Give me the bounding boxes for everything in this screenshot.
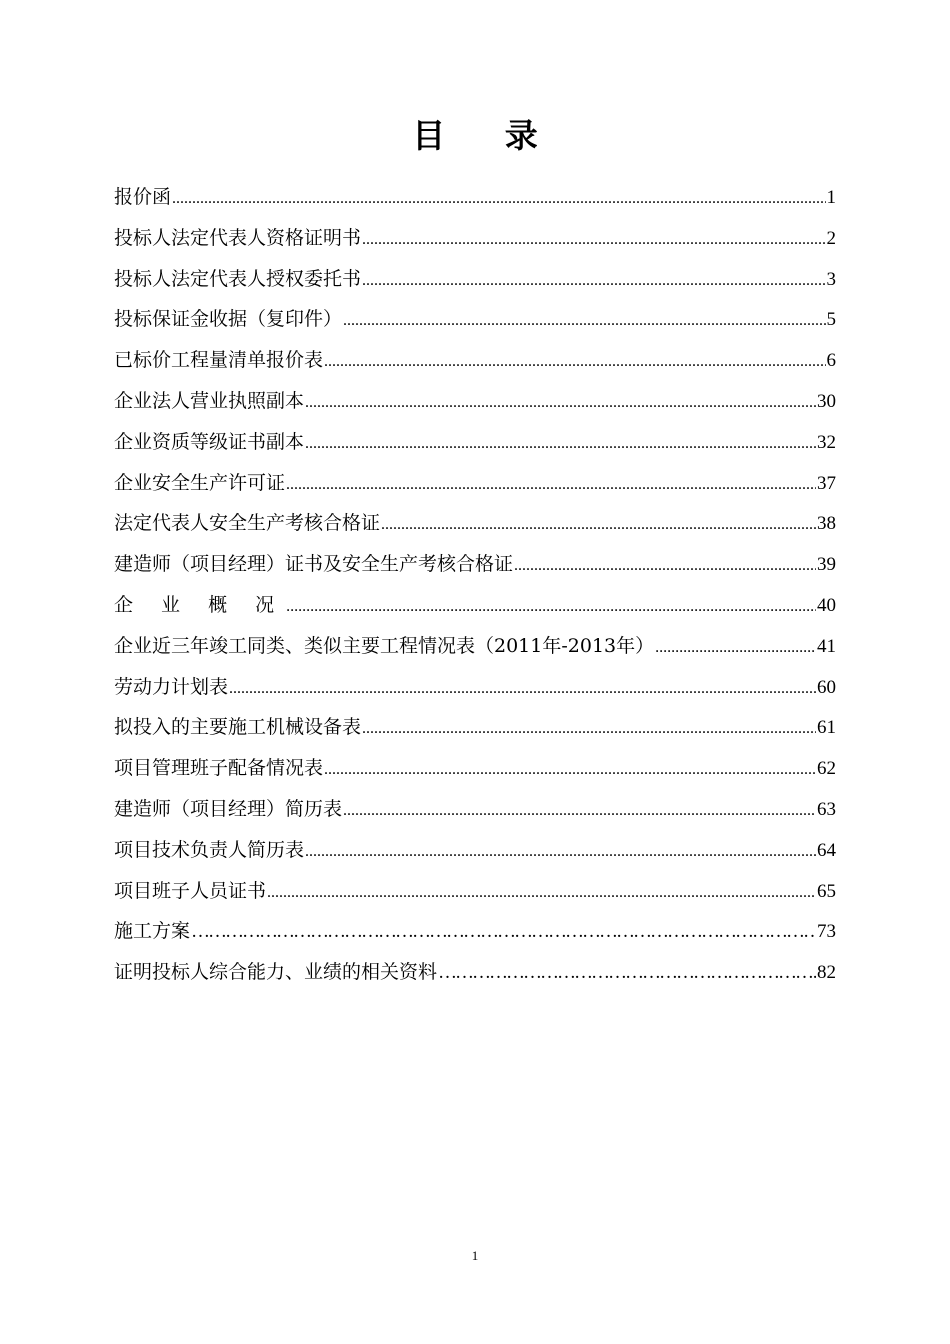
- toc-entry-title: 投标保证金收据（复印件）: [114, 308, 343, 331]
- toc-leader-dots: [343, 791, 816, 832]
- toc-entry[interactable]: [114, 871, 836, 912]
- toc-entry[interactable]: [114, 544, 836, 585]
- toc-entry-title: 投标人法定代表人资格证明书: [114, 226, 362, 249]
- toc-leader-dots: [229, 669, 816, 710]
- toc-entry-title: 项目技术负责人简历表: [114, 838, 305, 861]
- toc-entry[interactable]: [114, 503, 836, 544]
- toc-entry-title: 企业法人营业执照副本: [114, 389, 305, 412]
- toc-entry-page: 37: [817, 472, 836, 494]
- toc-entry-page: 40: [817, 594, 836, 616]
- toc-entry-title: 施工方案: [114, 920, 191, 943]
- toc-entry-title: 投标人法定代表人授权委托书: [114, 267, 362, 290]
- toc-entry-title: 企业资质等级证书副本: [114, 430, 305, 453]
- page-number: 1: [471, 1248, 479, 1263]
- toc-entry-page: 61: [817, 717, 836, 739]
- toc-leader-dots: [362, 220, 825, 261]
- toc-entry-page: 60: [817, 676, 836, 698]
- toc-entry-page: 3: [826, 268, 836, 290]
- toc-entry[interactable]: [114, 585, 836, 626]
- toc-entry[interactable]: [114, 381, 836, 422]
- toc-entry-page: 1: [826, 187, 836, 208]
- toc-entry[interactable]: [114, 299, 836, 340]
- toc-leader-dots: [286, 587, 816, 628]
- toc-entry-page: 39: [817, 554, 836, 576]
- toc-entry-page: 65: [817, 880, 836, 902]
- toc-entry-title: 建造师（项目经理）证书及安全生产考核合格证: [114, 553, 514, 576]
- toc-leader-dots: [362, 709, 816, 750]
- toc-entry-title: 企业近三年竣工同类、类似主要工程情况表（2011年-2013年）: [114, 634, 655, 657]
- toc-leader-dots: [286, 465, 816, 506]
- toc-entry[interactable]: [114, 626, 836, 667]
- toc-entry[interactable]: [114, 463, 836, 504]
- toc-entry[interactable]: [114, 707, 836, 748]
- toc-leader-dots: [305, 832, 816, 873]
- toc-leader-dots: [191, 912, 816, 953]
- toc-leader-dots: [381, 505, 816, 546]
- toc-entry[interactable]: [114, 830, 836, 871]
- toc-entry[interactable]: [114, 667, 836, 708]
- toc-entry-page: 64: [817, 839, 836, 861]
- toc-entry[interactable]: [114, 952, 836, 993]
- toc-entry-title: 项目管理班子配备情况表: [114, 757, 324, 780]
- toc-entry-page: 63: [817, 798, 836, 820]
- toc-entry[interactable]: [114, 748, 836, 789]
- toc-entry-page: 2: [826, 227, 836, 249]
- toc-entry-title: 已标价工程量清单报价表: [114, 349, 324, 372]
- table-of-contents: [114, 177, 836, 993]
- toc-leader-dots: [655, 628, 816, 669]
- toc-leader-dots: [362, 261, 825, 302]
- toc-entry-page: 82: [817, 962, 836, 984]
- toc-entry-title: 企 业 概 况: [114, 593, 286, 616]
- toc-entry-title: 建造师（项目经理）简历表: [114, 797, 343, 820]
- toc-leader-dots: [305, 383, 816, 424]
- toc-entry-page: 73: [817, 921, 836, 943]
- toc-entry-title: 项目班子人员证书: [114, 879, 267, 902]
- toc-leader-dots: [267, 873, 816, 914]
- toc-entry-page: 6: [826, 350, 836, 372]
- toc-entry[interactable]: [114, 789, 836, 830]
- toc-entry[interactable]: [114, 911, 836, 952]
- toc-leader-dots: [305, 424, 816, 465]
- toc-leader-dots: [324, 750, 816, 791]
- toc-leader-dots: [324, 342, 825, 383]
- toc-leader-dots: [343, 301, 825, 342]
- toc-entry-page: 62: [817, 758, 836, 780]
- toc-entry-title: 企业安全生产许可证: [114, 471, 286, 494]
- toc-entry[interactable]: [114, 177, 836, 218]
- toc-entry[interactable]: [114, 422, 836, 463]
- toc-entry-page: 30: [817, 390, 836, 412]
- toc-entry-title: 拟投入的主要施工机械设备表: [114, 716, 362, 739]
- toc-entry-title: 报价函: [114, 186, 172, 208]
- toc-entry-title: 法定代表人安全生产考核合格证: [114, 512, 381, 535]
- toc-entry[interactable]: [114, 259, 836, 300]
- toc-entry-page: 41: [817, 635, 836, 657]
- toc-entry-title: 劳动力计划表: [114, 675, 229, 698]
- toc-entry-page: 38: [817, 513, 836, 535]
- page-title: 目 录: [412, 116, 562, 155]
- toc-entry[interactable]: [114, 340, 836, 381]
- toc-entry-page: 5: [826, 309, 836, 331]
- toc-leader-dots: [438, 953, 816, 994]
- toc-entry-title: 证明投标人综合能力、业绩的相关资料: [114, 961, 438, 984]
- toc-entry-page: 32: [817, 431, 836, 453]
- toc-entry[interactable]: [114, 218, 836, 259]
- toc-leader-dots: [514, 546, 816, 587]
- toc-leader-dots: [172, 179, 825, 220]
